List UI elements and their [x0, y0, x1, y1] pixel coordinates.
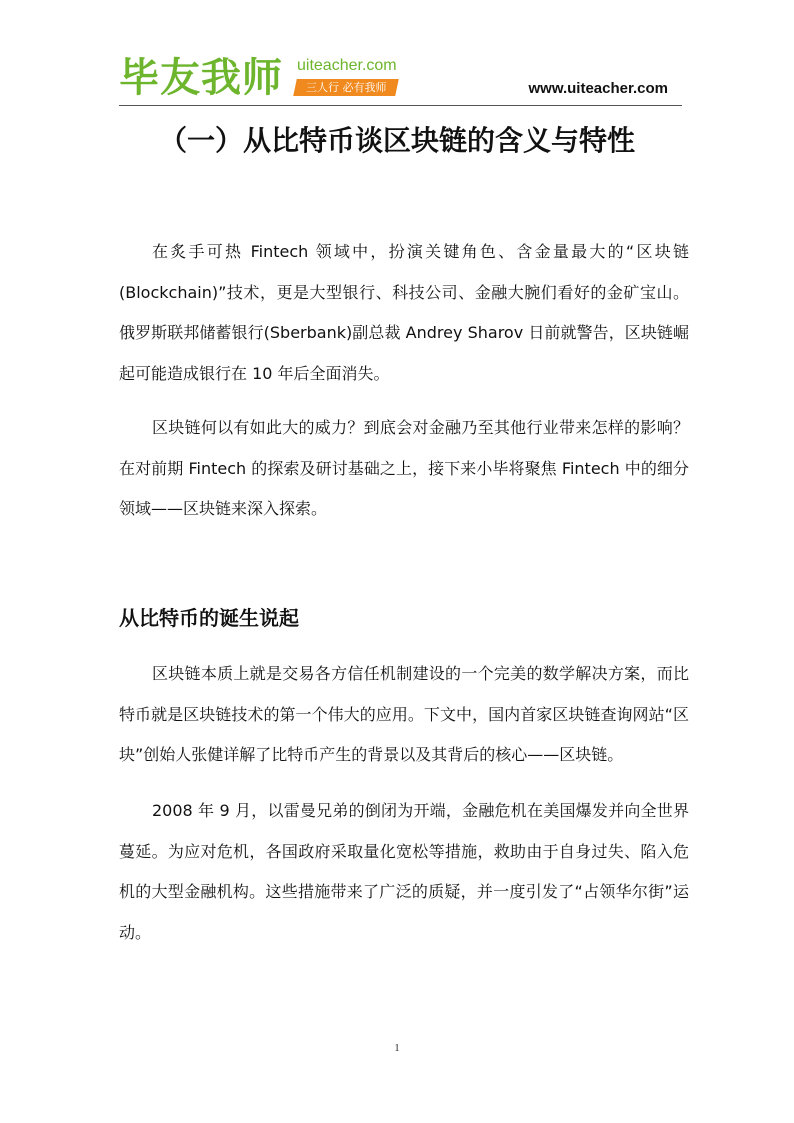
intro-paragraph-2: 区块链何以有如此大的威力？到底会对金融乃至其他行业带来怎样的影响？在对前期 Fintech 的探索及研讨基础之上，接下来小毕将聚焦 Fintech 中的细分领域——区块链来深入探索。 [119, 418, 689, 518]
document-title: （一）从比特币谈区块链的含义与特性 [158, 124, 635, 157]
logo-slogan-badge [293, 79, 399, 96]
logo-wordmark: 毕友我师 [119, 55, 283, 101]
section-paragraph-1: 区块链本质上就是交易各方信任机制建设的一个完美的数学解决方案，而比特币就是区块链技术的第一个伟大的应用。下文中，国内首家区块链查询网站“区块”创始人张健详解了比特币产生的背景以及其背后的核心——区块链。 [119, 664, 689, 764]
page-header [119, 52, 682, 106]
site-url: www.uiteacher.com [528, 80, 668, 97]
section-heading: 从比特币的诞生说起 [119, 606, 299, 630]
page-number: 1 [394, 1042, 400, 1054]
header-rule [119, 105, 682, 106]
logo-domain: uiteacher.com [297, 57, 397, 74]
logo-slogan-text: 三人行 必有我师 [305, 81, 387, 94]
section-paragraph-2: 2008 年 9 月，以雷曼兄弟的倒闭为开端，金融危机在美国爆发并向全世界蔓延。为应对危机，各国政府采取量化宽松等措施，救助由于自身过失、陷入危机的大型金融机构。这些措施带来了广泛的质疑，并一度引发了“占领华尔街”运动。 [119, 801, 689, 942]
intro-paragraph-1: 在炙手可热 Fintech 领域中，扮演关键角色、含金量最大的“区块链(Blockchain)”技术，更是大型银行、科技公司、金融大腕们看好的金矿宝山。俄罗斯联邦储蓄银行(Sberbank)副总裁 Andrey Sharov 日前就警告，区块链崛起可能造成银行在 10 年后全面消失。 [119, 242, 689, 383]
